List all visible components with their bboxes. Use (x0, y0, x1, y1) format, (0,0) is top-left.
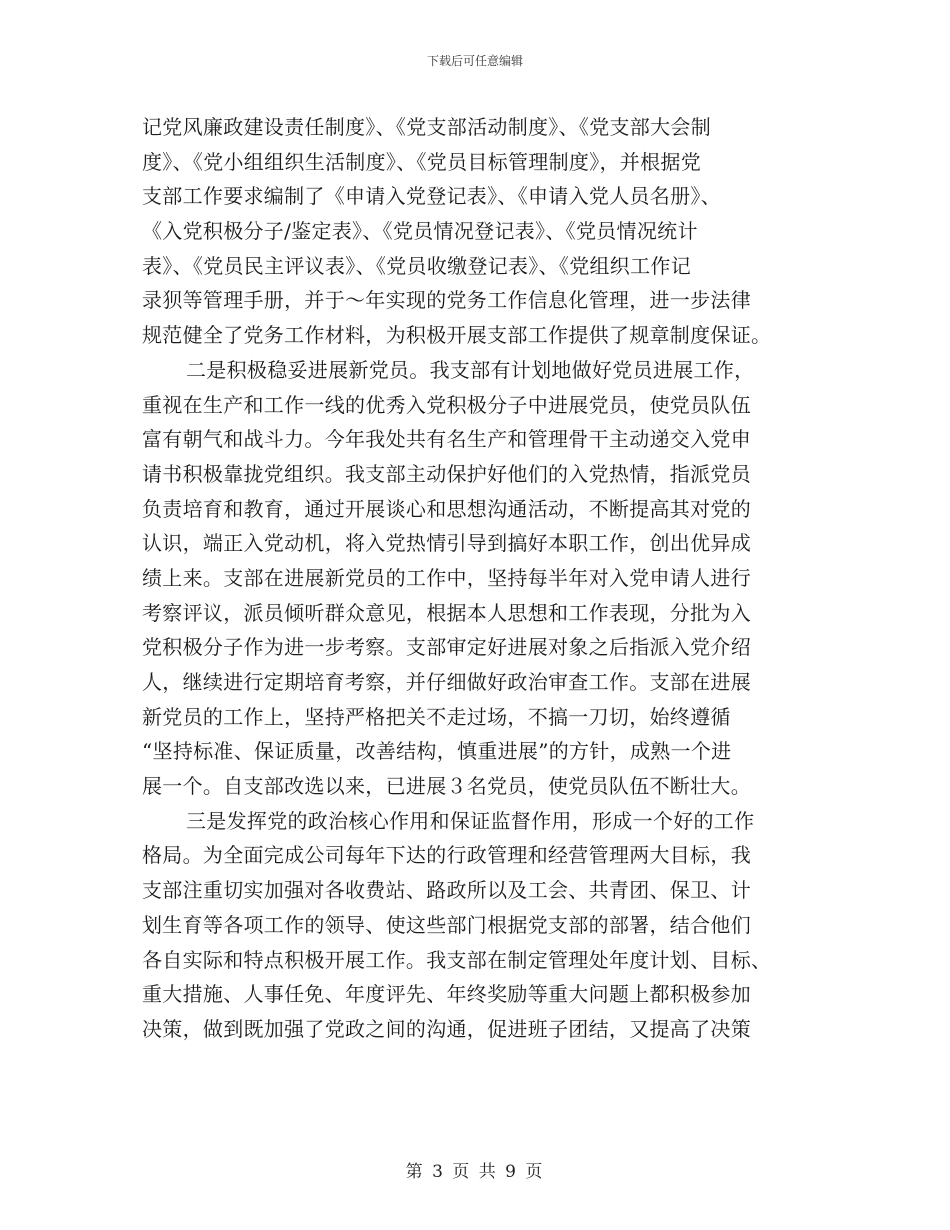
text-line: 录狈等管理手册，并于～年实现的党务工作信息化管理，进一步法律 (142, 288, 751, 313)
text-line: 规范健全了党务工作材料，为积极开展支部工作提供了规章制度保证。 (142, 323, 772, 348)
body-text (142, 110, 814, 1047)
page-header: 下载后可任意编辑 (426, 54, 523, 68)
text-line: 富有朝气和战斗力。今年我处共有名生产和管理骨干主动递交入党申 (142, 427, 751, 452)
text-line: 表》、《党员民主评议表》、《党员收缴登记表》、《党组织工作记 (142, 253, 691, 278)
text-line: 决策，做到既加强了党政之间的沟通，促进班子团结，又提高了决策 (142, 1016, 751, 1041)
text-line: 新党员的工作上，坚持严格把关不走过场，不搞一刀切，始终遵循 (142, 704, 731, 729)
text-line: 度》、《党小组组织生活制度》、《党员目标管理制度》，并根据党 (142, 149, 701, 174)
text-line: 请书积极靠拢党组织。我支部主动保护好他们的入党热情，指派党员 (142, 461, 751, 486)
text-line: 重视在生产和工作一线的优秀入党积极分子中进展党员，使党员队伍 (142, 392, 751, 417)
paragraph-start-line: 二是积极稳妥进展新党员。我支部有计划地做好党员进展工作， (186, 357, 755, 382)
text-line: 党积极分子作为进一步考察。支部审定好进展对象之后指派入党介绍 (142, 635, 751, 660)
page-number-footer: 第 3 页 共 9 页 (405, 1162, 545, 1182)
text-line: 支部工作要求编制了《申请入党登记表》、《申请入党人员名册》、 (142, 184, 721, 209)
text-line: 绩上来。支部在进展新党员的工作中，坚持每半年对入党申请人进行 (142, 565, 751, 590)
text-line: 支部注重切实加强对各收费站、路政所以及工会、共青团、保卫、计 (142, 878, 751, 903)
text-line: 记党风廉政建设责任制度》、《党支部活动制度》、《党支部大会制 (142, 115, 711, 139)
text-line: 展一个。自支部改选以来，已进展３名党员，使党员队伍不断壮大。 (142, 774, 751, 799)
text-line: 考察评议，派员倾听群众意见，根据本人思想和工作表现，分批为入 (142, 600, 751, 625)
paragraph-start-line: 三是发挥党的政治核心作用和保证监督作用，形成一个好的工作 (186, 808, 755, 833)
text-line: 负责培育和教育，通过开展谈心和思想沟通活动，不断提高其对党的 (142, 496, 751, 521)
text-line: 格局。为全面完成公司每年下达的行政管理和经营管理两大目标，我 (142, 843, 751, 868)
text-line: 重大措施、人事任免、年度评先、年终奖励等重大问题上都积极参加 (142, 982, 751, 1007)
text-line: 人，继续进行定期培育考察，并仔细做好政治审查工作。支部在进展 (142, 670, 751, 694)
text-line: 划生育等各项工作的领导、使这些部门根据党支部的部署，结合他们 (142, 912, 751, 937)
text-line: “坚持标准、保证质量，改善结构，慎重进展”的方针，成熟一个进 (142, 739, 732, 764)
text-line: 《入党积极分子/鉴定表》、《党员情况登记表》、《党员情况统计 (142, 219, 698, 244)
text-line: 认识，端正入党动机，将入党热情引导到搞好本职工作，创出优异成 (142, 531, 751, 556)
text-line: 各自实际和特点积极开展工作。我支部在制定管理处年度计划、目标、 (142, 947, 772, 972)
